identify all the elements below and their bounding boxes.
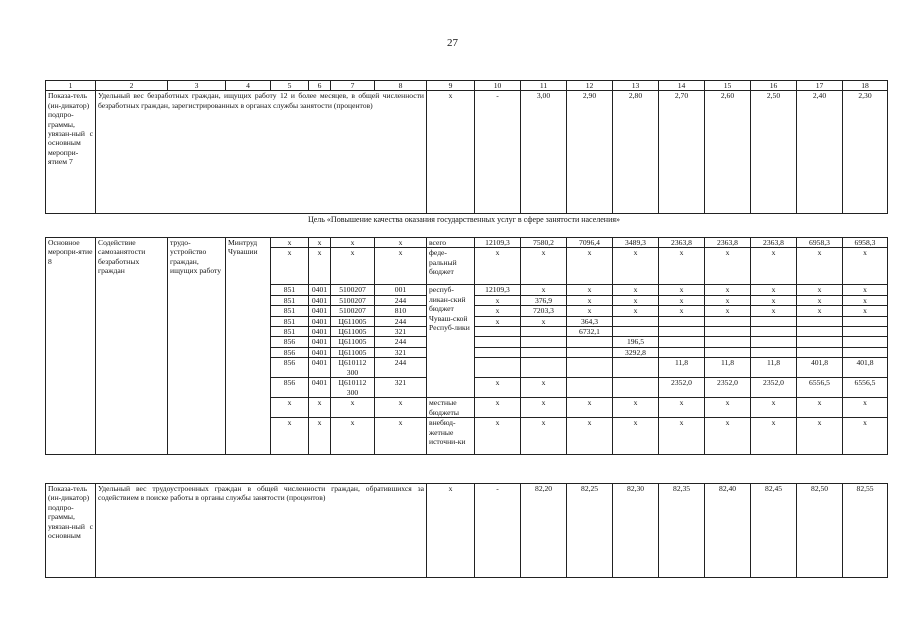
code-grbs: 856 bbox=[271, 347, 309, 357]
amount-cell bbox=[613, 358, 659, 378]
amount-cell: х bbox=[521, 378, 567, 398]
amount-cell: х bbox=[613, 398, 659, 418]
code-grbs: х bbox=[271, 418, 309, 455]
amount-cell: 7096,4 bbox=[567, 238, 613, 248]
amount-cell: 6556,5 bbox=[843, 378, 888, 398]
amount-cell: 12109,3 bbox=[475, 238, 521, 248]
code-type: х bbox=[375, 418, 427, 455]
measure-executor: Минтруд Чувашии bbox=[226, 238, 271, 455]
code-section: 0401 bbox=[309, 295, 331, 305]
indicator-value: 2,50 bbox=[751, 91, 797, 214]
amount-cell bbox=[705, 327, 751, 337]
amount-cell bbox=[843, 327, 888, 337]
amount-cell: х bbox=[705, 248, 751, 285]
code-type: х bbox=[375, 398, 427, 418]
indicator-value: 2,90 bbox=[567, 91, 613, 214]
source-label: всего bbox=[427, 238, 475, 248]
amount-cell: х bbox=[797, 306, 843, 316]
col-header: 7 bbox=[331, 81, 375, 91]
indicator-value: 2,30 bbox=[843, 91, 888, 214]
amount-cell bbox=[475, 358, 521, 378]
column-header-row bbox=[46, 81, 888, 91]
indicator-value: 82,35 bbox=[659, 484, 705, 578]
amount-cell: 6556,5 bbox=[797, 378, 843, 398]
amount-cell: х bbox=[843, 306, 888, 316]
code-section: х bbox=[309, 238, 331, 248]
amount-cell: х bbox=[475, 306, 521, 316]
code-section: 0401 bbox=[309, 358, 331, 378]
col-header: 5 bbox=[271, 81, 309, 91]
amount-cell: 376,9 bbox=[521, 295, 567, 305]
col-header: 16 bbox=[751, 81, 797, 91]
amount-cell bbox=[751, 327, 797, 337]
amount-cell bbox=[613, 316, 659, 326]
amount-cell bbox=[843, 316, 888, 326]
amount-cell: х bbox=[475, 248, 521, 285]
code-grbs: х bbox=[271, 238, 309, 248]
col-header: 18 bbox=[843, 81, 888, 91]
amount-cell: х bbox=[659, 398, 705, 418]
amount-cell bbox=[659, 347, 705, 357]
code-grbs: 851 bbox=[271, 306, 309, 316]
amount-cell bbox=[659, 337, 705, 347]
code-target: Ц611005 bbox=[331, 337, 375, 347]
indicator-value: 3,00 bbox=[521, 91, 567, 214]
indicator-value: 82,55 bbox=[843, 484, 888, 578]
amount-cell: х bbox=[521, 248, 567, 285]
amount-cell bbox=[751, 316, 797, 326]
code-type: 321 bbox=[375, 327, 427, 337]
amount-cell bbox=[843, 347, 888, 357]
amount-cell: х bbox=[843, 418, 888, 455]
amount-cell: х bbox=[475, 316, 521, 326]
amount-cell: 11,8 bbox=[659, 358, 705, 378]
code-grbs: 856 bbox=[271, 358, 309, 378]
code-grbs: 851 bbox=[271, 295, 309, 305]
amount-cell: х bbox=[797, 295, 843, 305]
amount-cell: 196,5 bbox=[613, 337, 659, 347]
code-target: х bbox=[331, 248, 375, 285]
amount-cell: 2363,8 bbox=[659, 238, 705, 248]
amount-cell: х bbox=[843, 398, 888, 418]
amount-cell bbox=[613, 378, 659, 398]
col-header: 2 bbox=[96, 81, 168, 91]
amount-cell: х bbox=[613, 295, 659, 305]
col-header: 8 bbox=[375, 81, 427, 91]
code-section: х bbox=[309, 248, 331, 285]
amount-cell bbox=[521, 327, 567, 337]
amount-cell: х bbox=[797, 285, 843, 295]
amount-cell bbox=[521, 347, 567, 357]
indicator-value: 82,50 bbox=[797, 484, 843, 578]
amount-cell: х bbox=[613, 248, 659, 285]
amount-cell: 364,3 bbox=[567, 316, 613, 326]
code-type: 244 bbox=[375, 358, 427, 378]
indicator-c10: - bbox=[475, 91, 521, 214]
amount-cell: 12109,3 bbox=[475, 285, 521, 295]
col-header: 9 bbox=[427, 81, 475, 91]
code-grbs: 856 bbox=[271, 378, 309, 398]
code-grbs: х bbox=[271, 248, 309, 285]
amount-cell: 401,8 bbox=[797, 358, 843, 378]
indicator-text: Удельный вес трудоустроенных граждан в общей численности граждан, обратившихся за содействием в поиске работы в органы службы занятости (процентов) bbox=[96, 484, 427, 578]
amount-cell: 6732,1 bbox=[567, 327, 613, 337]
col-header: 15 bbox=[705, 81, 751, 91]
amount-cell: х bbox=[705, 418, 751, 455]
code-type: 810 bbox=[375, 306, 427, 316]
code-grbs: 851 bbox=[271, 327, 309, 337]
code-section: 0401 bbox=[309, 337, 331, 347]
amount-cell bbox=[797, 337, 843, 347]
amount-cell: х bbox=[567, 295, 613, 305]
amount-cell bbox=[705, 347, 751, 357]
indicator-table-2 bbox=[45, 483, 888, 578]
code-section: 0401 bbox=[309, 306, 331, 316]
amount-cell bbox=[475, 347, 521, 357]
indicator-value: 2,70 bbox=[659, 91, 705, 214]
amount-cell: х bbox=[567, 418, 613, 455]
amount-cell: 401,8 bbox=[843, 358, 888, 378]
table-row bbox=[46, 238, 888, 248]
code-type: 244 bbox=[375, 337, 427, 347]
code-target: х bbox=[331, 418, 375, 455]
code-type: 001 bbox=[375, 285, 427, 295]
amount-cell: х bbox=[797, 398, 843, 418]
indicator-label: Показа-тель (ин-дикатор) подпро-граммы, увязан-ный с основным меропри-ятием 7 bbox=[46, 91, 96, 214]
indicator-table bbox=[45, 80, 888, 214]
measure-label: Основное меропри-ятие 8 bbox=[46, 238, 96, 455]
amount-cell: х bbox=[705, 295, 751, 305]
code-target: Ц611005 bbox=[331, 316, 375, 326]
amount-cell: 11,8 bbox=[751, 358, 797, 378]
amount-cell: х bbox=[659, 295, 705, 305]
amount-cell bbox=[751, 337, 797, 347]
amount-cell: х bbox=[659, 306, 705, 316]
col-header: 11 bbox=[521, 81, 567, 91]
amount-cell: 3292,8 bbox=[613, 347, 659, 357]
amount-cell bbox=[797, 316, 843, 326]
code-target: Ц611005 bbox=[331, 327, 375, 337]
amount-cell: х bbox=[521, 316, 567, 326]
indicator-value: 82,45 bbox=[751, 484, 797, 578]
code-target: Ц610112 300 bbox=[331, 358, 375, 378]
amount-cell: х bbox=[567, 248, 613, 285]
amount-cell: х bbox=[705, 398, 751, 418]
amount-cell bbox=[705, 316, 751, 326]
indicator-value: 2,80 bbox=[613, 91, 659, 214]
amount-cell: 3489,3 bbox=[613, 238, 659, 248]
amount-cell: х bbox=[797, 248, 843, 285]
col-header: 10 bbox=[475, 81, 521, 91]
amount-cell: х bbox=[613, 306, 659, 316]
amount-cell bbox=[659, 327, 705, 337]
code-section: 0401 bbox=[309, 316, 331, 326]
amount-cell: х bbox=[567, 306, 613, 316]
amount-cell: 2363,8 bbox=[705, 238, 751, 248]
indicator-7-row bbox=[46, 91, 888, 214]
code-target: Ц610112 300 bbox=[331, 378, 375, 398]
goal-heading: Цель «Повышение качества оказания государственных услуг в сфере занятости населения» bbox=[307, 215, 621, 224]
amount-cell: х bbox=[797, 418, 843, 455]
amount-cell: 7203,3 bbox=[521, 306, 567, 316]
source-label: феде-ральный бюджет bbox=[427, 248, 475, 285]
amount-cell bbox=[659, 316, 705, 326]
indicator-c9: х bbox=[427, 484, 475, 578]
amount-cell: 2352,0 bbox=[751, 378, 797, 398]
amount-cell: 6958,3 bbox=[843, 238, 888, 248]
measure-title: Содействие самозанятости безработных граждан bbox=[96, 238, 168, 455]
code-target: 5100207 bbox=[331, 295, 375, 305]
amount-cell: х bbox=[705, 306, 751, 316]
indicator-value: 82,30 bbox=[613, 484, 659, 578]
source-label: респуб-ликан-ский бюджет Чуваш-ской Респуб-лики bbox=[427, 285, 475, 398]
indicator-value: 82,40 bbox=[705, 484, 751, 578]
code-grbs: 851 bbox=[271, 285, 309, 295]
amount-cell: х bbox=[521, 398, 567, 418]
amount-cell: х bbox=[659, 285, 705, 295]
amount-cell bbox=[567, 378, 613, 398]
code-target: х bbox=[331, 238, 375, 248]
amount-cell: 2352,0 bbox=[705, 378, 751, 398]
code-type: 244 bbox=[375, 295, 427, 305]
amount-cell bbox=[521, 337, 567, 347]
source-label: внебюд-жетные источни-ки bbox=[427, 418, 475, 455]
code-section: 0401 bbox=[309, 285, 331, 295]
amount-cell: х bbox=[843, 285, 888, 295]
amount-cell bbox=[705, 337, 751, 347]
code-section: х bbox=[309, 418, 331, 455]
amount-cell: х bbox=[751, 418, 797, 455]
amount-cell bbox=[521, 358, 567, 378]
amount-cell bbox=[797, 347, 843, 357]
amount-cell: х bbox=[475, 398, 521, 418]
amount-cell bbox=[751, 347, 797, 357]
col-header: 13 bbox=[613, 81, 659, 91]
amount-cell: х bbox=[567, 398, 613, 418]
amount-cell bbox=[797, 327, 843, 337]
amount-cell: 2352,0 bbox=[659, 378, 705, 398]
amount-cell: х bbox=[751, 285, 797, 295]
amount-cell bbox=[567, 358, 613, 378]
code-section: х bbox=[309, 398, 331, 418]
amount-cell: х bbox=[475, 378, 521, 398]
amount-cell bbox=[475, 337, 521, 347]
code-type: х bbox=[375, 238, 427, 248]
code-section: 0401 bbox=[309, 327, 331, 337]
code-target: х bbox=[331, 398, 375, 418]
amount-cell bbox=[843, 337, 888, 347]
source-label: местные бюджеты bbox=[427, 398, 475, 418]
code-target: 5100207 bbox=[331, 306, 375, 316]
indicator-label: Показа-тель (ин-дикатор) подпро-граммы, увязан-ный с основным bbox=[46, 484, 96, 578]
indicator-c9: х bbox=[427, 91, 475, 214]
amount-cell: х bbox=[613, 418, 659, 455]
amount-cell: 7580,2 bbox=[521, 238, 567, 248]
code-type: 244 bbox=[375, 316, 427, 326]
col-header: 4 bbox=[226, 81, 271, 91]
amount-cell: 2363,8 bbox=[751, 238, 797, 248]
code-grbs: 856 bbox=[271, 337, 309, 347]
amount-cell: х bbox=[751, 248, 797, 285]
col-header: 17 bbox=[797, 81, 843, 91]
measure-purpose: трудо-устройство граждан, ищущих работу bbox=[168, 238, 226, 455]
amount-cell: х bbox=[843, 248, 888, 285]
amount-cell bbox=[567, 347, 613, 357]
code-target: 5100207 bbox=[331, 285, 375, 295]
amount-cell: 6958,3 bbox=[797, 238, 843, 248]
indicator-8-row bbox=[46, 484, 888, 578]
col-header: 6 bbox=[309, 81, 331, 91]
col-header: 3 bbox=[168, 81, 226, 91]
indicator-c10: - bbox=[475, 484, 521, 578]
amount-cell: х bbox=[751, 398, 797, 418]
measure-table bbox=[45, 237, 888, 455]
amount-cell bbox=[567, 337, 613, 347]
amount-cell: х bbox=[659, 248, 705, 285]
code-type: 321 bbox=[375, 347, 427, 357]
amount-cell: х bbox=[475, 418, 521, 455]
amount-cell: х bbox=[751, 306, 797, 316]
code-type: 321 bbox=[375, 378, 427, 398]
amount-cell: х bbox=[659, 418, 705, 455]
amount-cell bbox=[475, 327, 521, 337]
col-header: 14 bbox=[659, 81, 705, 91]
indicator-value: 2,40 bbox=[797, 91, 843, 214]
amount-cell: х bbox=[843, 295, 888, 305]
code-target: Ц611005 bbox=[331, 347, 375, 357]
amount-cell bbox=[613, 327, 659, 337]
indicator-value: 2,60 bbox=[705, 91, 751, 214]
code-grbs: 851 bbox=[271, 316, 309, 326]
code-section: 0401 bbox=[309, 347, 331, 357]
amount-cell: 11,8 bbox=[705, 358, 751, 378]
col-header: 12 bbox=[567, 81, 613, 91]
amount-cell: х bbox=[613, 285, 659, 295]
indicator-value: 82,25 bbox=[567, 484, 613, 578]
amount-cell: х bbox=[521, 285, 567, 295]
amount-cell: х bbox=[705, 285, 751, 295]
amount-cell: х bbox=[567, 285, 613, 295]
code-type: х bbox=[375, 248, 427, 285]
col-header: 1 bbox=[46, 81, 96, 91]
page-number: 27 bbox=[447, 37, 458, 49]
code-grbs: х bbox=[271, 398, 309, 418]
code-section: 0401 bbox=[309, 378, 331, 398]
amount-cell: х bbox=[751, 295, 797, 305]
indicator-value: 82,20 bbox=[521, 484, 567, 578]
indicator-text: Удельный вес безработных граждан, ищущих работу 12 и более месяцев, в общей численности безработных граждан, зарегистрированных в органах службы занятости (процентов) bbox=[96, 91, 427, 214]
amount-cell: х bbox=[521, 418, 567, 455]
amount-cell: х bbox=[475, 295, 521, 305]
